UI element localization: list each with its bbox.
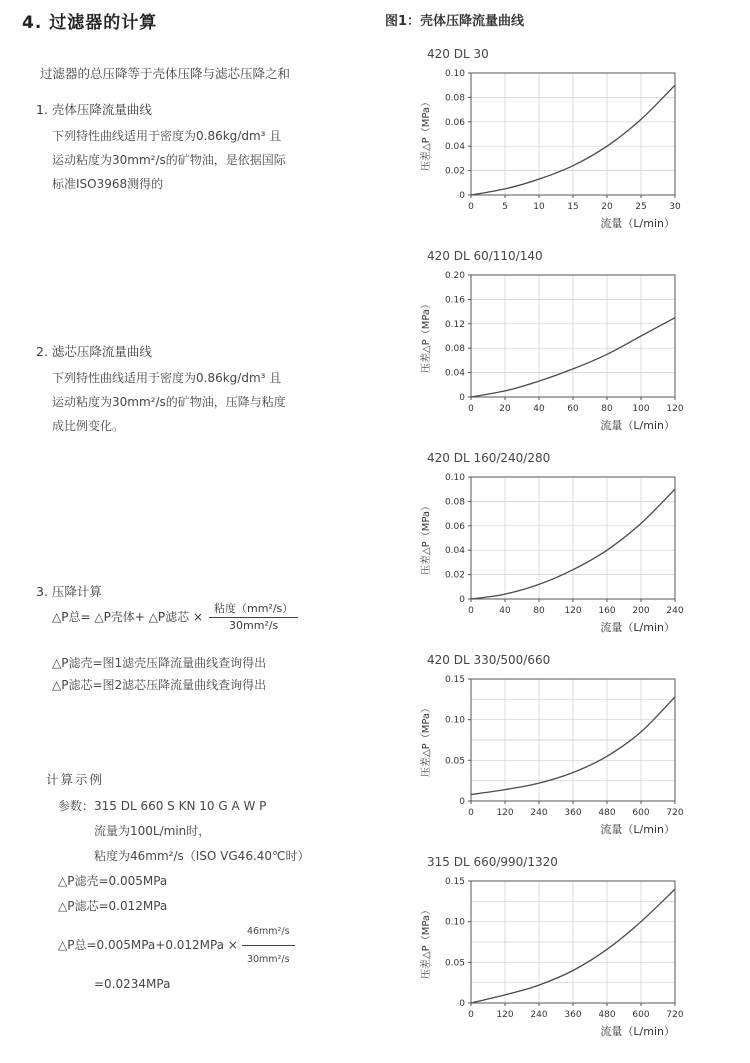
formula-note-2: △P滤芯=图2滤芯压降流量曲线查询得出 [52, 678, 267, 692]
svg-text:0: 0 [468, 202, 474, 212]
svg-text:0.10: 0.10 [444, 473, 465, 483]
svg-text:160: 160 [598, 606, 616, 616]
chart-block-315-dl-660-990-1320 [375, 855, 750, 1045]
svg-text:0.08: 0.08 [444, 344, 465, 355]
example-flow: 流量为100L/min时， [94, 824, 211, 838]
svg-text:40: 40 [533, 404, 545, 414]
chart-block-420-dl-30 [375, 47, 750, 237]
section-2-line-3: 成比例变化。 [52, 419, 125, 433]
svg-text:20: 20 [499, 404, 511, 414]
section-2-line-2: 运动粘度为30mm²/s的矿物油，压降与粘度 [52, 395, 286, 409]
svg-text:720: 720 [666, 808, 684, 818]
svg-text:80: 80 [533, 606, 545, 616]
svg-text:流量（L/min）: 流量（L/min） [600, 419, 675, 432]
example-heading: 计算示例 [46, 772, 105, 787]
example-viscosity: 粘度为46mm²/s（ISO VG46.40℃时） [94, 849, 310, 863]
svg-text:0.04: 0.04 [444, 142, 465, 153]
svg-text:0: 0 [468, 1010, 474, 1020]
svg-text:80: 80 [601, 404, 613, 414]
svg-text:流量（L/min）: 流量（L/min） [600, 621, 675, 634]
section-2-body [52, 366, 352, 438]
example-result-numerator: 46mm²/s [242, 919, 295, 946]
section-2-heading: 2. 滤芯压降流量曲线 [36, 344, 152, 359]
svg-text:0: 0 [468, 606, 474, 616]
svg-text:0.02: 0.02 [444, 166, 465, 177]
svg-text:0: 0 [459, 393, 465, 403]
example-result-fraction [242, 919, 295, 972]
svg-text:0.10: 0.10 [444, 69, 465, 79]
section-3-heading: 3. 压降计算 [36, 584, 102, 599]
svg-text:120: 120 [666, 404, 684, 414]
svg-text:流量（L/min）: 流量（L/min） [600, 217, 675, 230]
svg-text:0.08: 0.08 [444, 497, 465, 508]
chart-block-420-dl-160-240-280 [375, 451, 750, 641]
figure-header: 图1：壳体压降流量曲线 [385, 14, 525, 29]
example-core-drop: △P滤芯=0.012MPa [58, 899, 168, 913]
svg-text:压差△P（MPa）: 压差△P（MPa） [421, 500, 432, 576]
chart-block-420-dl-60-110-140 [375, 249, 750, 439]
svg-text:60: 60 [567, 404, 579, 414]
formula-lhs: △P总= △P壳体+ △P滤芯 × [52, 609, 204, 624]
formula-numerator: 粘度（mm²/s） [209, 600, 298, 618]
svg-text:200: 200 [632, 606, 650, 616]
section-1-line-3: 标准ISO3968测得的 [52, 177, 164, 191]
svg-text:10: 10 [533, 202, 545, 212]
svg-text:120: 120 [496, 808, 514, 818]
svg-text:15: 15 [567, 202, 579, 212]
svg-text:600: 600 [632, 808, 650, 818]
charts-stack [375, 47, 750, 1057]
formula-note-1: △P滤壳=图1滤壳压降流量曲线查询得出 [52, 656, 267, 670]
svg-text:720: 720 [666, 1010, 684, 1020]
svg-text:40: 40 [499, 606, 511, 616]
line-chart-svg [415, 63, 715, 233]
svg-text:240: 240 [530, 808, 548, 818]
svg-text:0: 0 [468, 808, 474, 818]
svg-text:480: 480 [598, 808, 616, 818]
chart-canvas [415, 265, 750, 439]
example-result [58, 919, 368, 972]
svg-text:压差△P（MPa）: 压差△P（MPa） [421, 702, 432, 778]
section-2-line-1: 下列特性曲线适用于密度为0.86kg/dm³ 且 [52, 371, 282, 385]
svg-text:流量（L/min）: 流量（L/min） [600, 1025, 675, 1038]
chart-title: 420 DL 60/110/140 [427, 249, 543, 263]
intro-text: 过滤器的总压降等于壳体压降与滤芯压降之和 [40, 66, 291, 81]
svg-text:360: 360 [564, 1010, 582, 1020]
line-chart-svg [415, 669, 715, 839]
svg-text:0: 0 [459, 191, 465, 201]
svg-text:0.04: 0.04 [444, 368, 465, 379]
svg-text:压差△P（MPa）: 压差△P（MPa） [421, 298, 432, 374]
example-final: =0.0234MPa [94, 977, 171, 991]
svg-text:5: 5 [502, 202, 508, 212]
svg-text:0.02: 0.02 [444, 570, 465, 581]
svg-text:480: 480 [598, 1010, 616, 1020]
pressure-drop-formula [52, 600, 298, 632]
formula-notes [52, 652, 266, 696]
figure-column [375, 0, 750, 1063]
svg-text:0.05: 0.05 [444, 756, 465, 767]
svg-text:0.10: 0.10 [444, 715, 465, 726]
svg-text:0.10: 0.10 [444, 917, 465, 928]
example-params: 参数：315 DL 660 S KN 10 G A W P [58, 799, 267, 813]
svg-text:20: 20 [601, 202, 613, 212]
svg-text:0.15: 0.15 [444, 877, 465, 887]
svg-text:压差△P（MPa）: 压差△P（MPa） [421, 904, 432, 980]
svg-text:0: 0 [459, 797, 465, 807]
svg-text:0.20: 0.20 [444, 271, 465, 281]
example-block [58, 794, 368, 997]
svg-text:压差△P（MPa）: 压差△P（MPa） [421, 96, 432, 172]
example-result-denominator: 30mm²/s [246, 954, 290, 965]
formula-denominator: 30mm²/s [229, 619, 279, 632]
chart-title: 420 DL 160/240/280 [427, 451, 551, 465]
formula-fraction [209, 600, 298, 632]
svg-text:240: 240 [666, 606, 684, 616]
section-1-heading: 1. 壳体压降流量曲线 [36, 102, 152, 117]
svg-text:0.04: 0.04 [444, 546, 465, 557]
example-result-lhs: △P总=0.005MPa+0.012MPa × [58, 938, 238, 952]
svg-text:流量（L/min）: 流量（L/min） [600, 823, 675, 836]
svg-text:0.15: 0.15 [444, 675, 465, 685]
svg-text:360: 360 [564, 808, 582, 818]
svg-text:0.08: 0.08 [444, 93, 465, 104]
svg-text:0.06: 0.06 [444, 521, 465, 532]
chart-block-420-dl-330-500-660 [375, 653, 750, 843]
svg-text:0.06: 0.06 [444, 117, 465, 128]
line-chart-svg [415, 467, 715, 637]
svg-text:120: 120 [564, 606, 582, 616]
svg-text:0.12: 0.12 [444, 319, 465, 330]
chart-title: 420 DL 330/500/660 [427, 653, 551, 667]
chart-canvas [415, 63, 750, 237]
section-1-line-1: 下列特性曲线适用于密度为0.86kg/dm³ 且 [52, 129, 282, 143]
section-1-line-2: 运动粘度为30mm²/s的矿物油，是依据国际 [52, 153, 286, 167]
svg-text:0.16: 0.16 [444, 295, 465, 306]
line-chart-svg [415, 265, 715, 435]
svg-text:25: 25 [635, 202, 647, 212]
page-title: 4. 过滤器的计算 [22, 13, 158, 33]
svg-text:100: 100 [632, 404, 650, 414]
svg-text:240: 240 [530, 1010, 548, 1020]
svg-text:30: 30 [669, 202, 681, 212]
example-shell-drop: △P滤壳=0.005MPa [58, 874, 168, 888]
svg-text:0: 0 [468, 404, 474, 414]
svg-text:0: 0 [459, 595, 465, 605]
chart-canvas [415, 669, 750, 843]
svg-text:0: 0 [459, 999, 465, 1009]
chart-title: 420 DL 30 [427, 47, 489, 61]
svg-text:120: 120 [496, 1010, 514, 1020]
svg-text:0.05: 0.05 [444, 958, 465, 969]
section-1-body [52, 124, 352, 196]
chart-canvas [415, 467, 750, 641]
svg-text:600: 600 [632, 1010, 650, 1020]
line-chart-svg [415, 871, 715, 1041]
chart-canvas [415, 871, 750, 1045]
chart-title: 315 DL 660/990/1320 [427, 855, 558, 869]
